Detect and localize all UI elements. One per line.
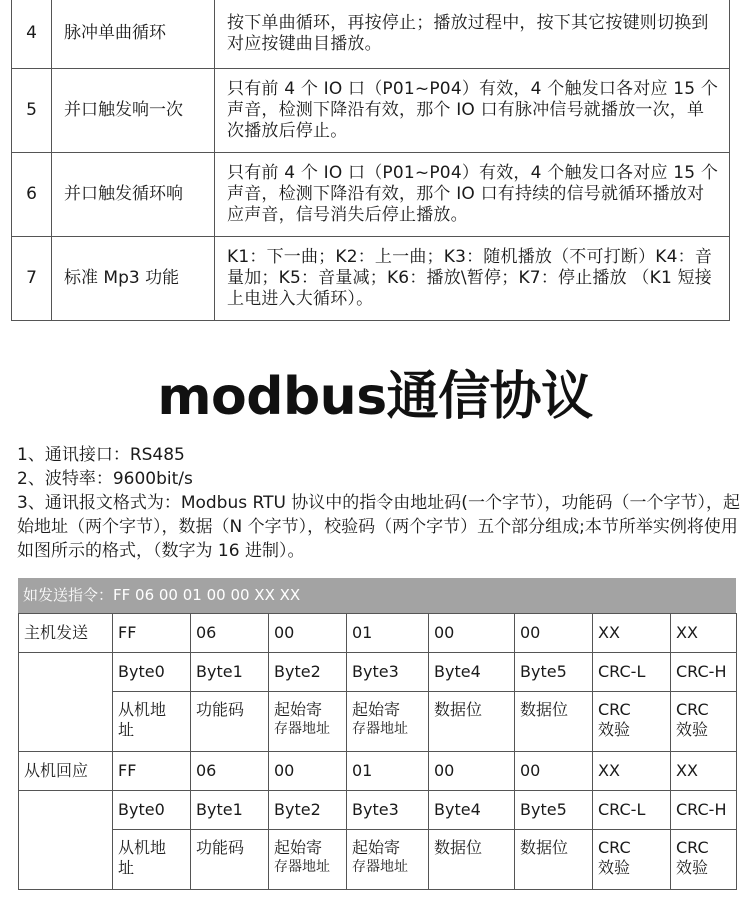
empty-cell — [19, 791, 113, 890]
desc-line: 数据位 — [434, 838, 483, 857]
desc-line: 从机地 — [118, 700, 167, 719]
master-byte-row — [19, 653, 737, 692]
section-heading: modbus通信协议 — [157, 367, 593, 427]
slave-value-row — [19, 752, 737, 791]
desc-cell — [671, 830, 737, 890]
table-row — [12, 237, 730, 321]
byte-cell: Byte5 — [515, 653, 593, 692]
desc-cell — [113, 692, 191, 752]
byte-cell: CRC-H — [671, 653, 737, 692]
value-cell: FF — [113, 752, 191, 791]
desc-line: CRC — [676, 838, 709, 857]
value-cell: 00 — [515, 752, 593, 791]
byte-cell: Byte2 — [269, 791, 347, 830]
intro-format: 3、通讯报文格式为：Modbus RTU 协议中的指令由地址码(一个字节），功能码（一个字节），起始地址（两个字节），数据（N 个字节），校验码（两个字节）五个部分组成;本节所举实例将使用如图所示的格式，（数字为 16 进制）。 — [17, 493, 740, 561]
slave-response-label: 从机回应 — [19, 752, 113, 791]
byte-cell: Byte4 — [429, 653, 515, 692]
desc-line: CRC — [676, 700, 709, 719]
function-name: 脉冲单曲循环 — [52, 0, 215, 69]
byte-cell: Byte1 — [191, 791, 269, 830]
desc-line: 功能码 — [196, 838, 245, 857]
value-cell: 00 — [269, 614, 347, 653]
desc-line: 存器地址 — [352, 721, 408, 737]
protocol-intro — [17, 443, 745, 563]
row-number: 6 — [12, 153, 52, 237]
slave-desc-row — [19, 830, 737, 890]
desc-line: 数据位 — [520, 700, 569, 719]
function-description: K1：下一曲；K2：上一曲；K3：随机播放（不可打断）K4：音量加；K5：音量减；K6：播放\暂停；K7：停止播放 （K1 短接上电进入大循环）。 — [215, 237, 730, 321]
table-row — [12, 0, 730, 69]
desc-cell — [593, 692, 671, 752]
desc-line: 存器地址 — [274, 721, 330, 737]
function-description: 只有前 4 个 IO 口（P01~P04）有效，4 个触发口各对应 15 个声音，检测下降沿有效，那个 IO 口有脉冲信号就播放一次，单次播放后停止。 — [215, 69, 730, 153]
desc-line: 效验 — [598, 858, 631, 877]
desc-cell — [347, 830, 429, 890]
desc-line: 存器地址 — [274, 859, 330, 875]
desc-line: 效验 — [676, 858, 709, 877]
desc-line: 起始寄 — [352, 838, 401, 857]
function-name: 标准 Mp3 功能 — [52, 237, 215, 321]
desc-line: 效验 — [676, 720, 709, 739]
value-cell: 01 — [347, 752, 429, 791]
desc-cell — [191, 830, 269, 890]
value-cell: XX — [593, 614, 671, 653]
desc-cell — [593, 830, 671, 890]
master-send-label: 主机发送 — [19, 614, 113, 653]
byte-cell: Byte0 — [113, 653, 191, 692]
function-name: 并口触发循环响 — [52, 153, 215, 237]
desc-cell — [191, 692, 269, 752]
value-cell: XX — [671, 752, 737, 791]
desc-line: 起始寄 — [352, 700, 401, 719]
desc-cell — [515, 830, 593, 890]
desc-line: 数据位 — [520, 838, 569, 857]
function-name: 并口触发响一次 — [52, 69, 215, 153]
value-cell: 00 — [429, 752, 515, 791]
desc-line: 存器地址 — [352, 859, 408, 875]
function-description: 只有前 4 个 IO 口（P01~P04）有效，4 个触发口各对应 15 个声音，检测下降沿有效，那个 IO 口有持续的信号就循环播放对应声音，信号消失后停止播放。 — [215, 153, 730, 237]
value-cell: 00 — [515, 614, 593, 653]
desc-cell — [429, 692, 515, 752]
desc-cell — [515, 692, 593, 752]
byte-cell: Byte0 — [113, 791, 191, 830]
row-number: 4 — [12, 0, 52, 69]
modbus-frame-table — [18, 613, 737, 890]
desc-line: 从机地 — [118, 838, 167, 857]
function-table — [11, 0, 730, 321]
row-number: 7 — [12, 237, 52, 321]
value-cell: 00 — [269, 752, 347, 791]
empty-cell — [19, 653, 113, 752]
byte-cell: CRC-L — [593, 791, 671, 830]
desc-cell — [113, 830, 191, 890]
desc-line: 起始寄 — [274, 700, 323, 719]
desc-line: 起始寄 — [274, 838, 323, 857]
desc-line: 址 — [118, 720, 135, 739]
desc-cell — [269, 830, 347, 890]
intro-interface: 1、通讯接口：RS485 — [17, 445, 185, 465]
intro-baud-rate: 2、波特率：9600bit/s — [17, 469, 193, 489]
value-cell: 06 — [191, 614, 269, 653]
table-row — [12, 69, 730, 153]
byte-cell: CRC-H — [671, 791, 737, 830]
value-cell: XX — [671, 614, 737, 653]
byte-cell: Byte3 — [347, 791, 429, 830]
value-cell: 01 — [347, 614, 429, 653]
function-description: 按下单曲循环，再按停止；播放过程中，按下其它按键则切换到对应按键曲目播放。 — [215, 0, 730, 69]
desc-line: 数据位 — [434, 700, 483, 719]
master-value-row — [19, 614, 737, 653]
byte-cell: Byte1 — [191, 653, 269, 692]
value-cell: 06 — [191, 752, 269, 791]
command-example-banner: 如发送指令：FF 06 00 01 00 00 XX XX — [18, 578, 736, 613]
master-desc-row — [19, 692, 737, 752]
desc-line: 功能码 — [196, 700, 245, 719]
byte-cell: Byte4 — [429, 791, 515, 830]
desc-line: CRC — [598, 838, 631, 857]
desc-cell — [429, 830, 515, 890]
value-cell: XX — [593, 752, 671, 791]
table-row — [12, 153, 730, 237]
slave-byte-row — [19, 791, 737, 830]
desc-cell — [347, 692, 429, 752]
desc-line: 址 — [118, 858, 135, 877]
desc-line: 效验 — [598, 720, 631, 739]
byte-cell: Byte2 — [269, 653, 347, 692]
desc-cell — [269, 692, 347, 752]
desc-line: CRC — [598, 700, 631, 719]
byte-cell: CRC-L — [593, 653, 671, 692]
byte-cell: Byte3 — [347, 653, 429, 692]
byte-cell: Byte5 — [515, 791, 593, 830]
desc-cell — [671, 692, 737, 752]
value-cell: 00 — [429, 614, 515, 653]
row-number: 5 — [12, 69, 52, 153]
value-cell: FF — [113, 614, 191, 653]
